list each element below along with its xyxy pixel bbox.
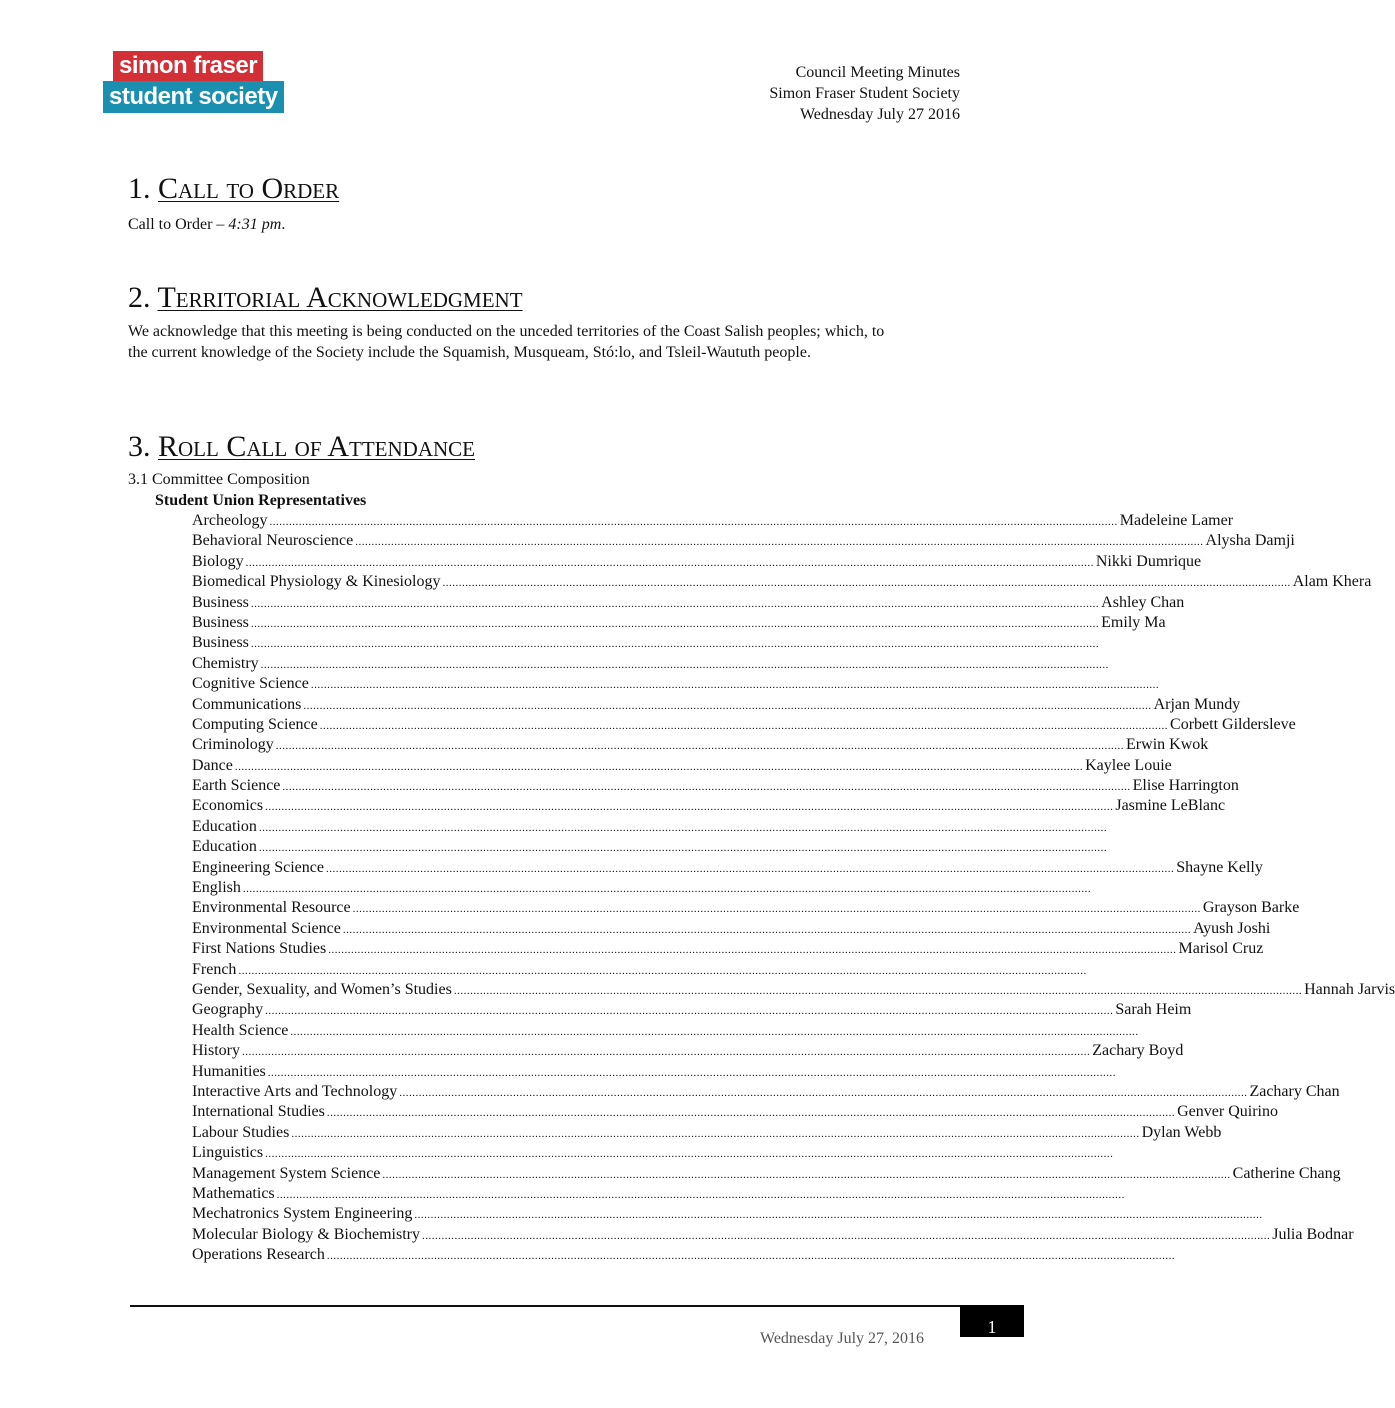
acknowledgment-text: We acknowledge that this meeting is being conducted on the unceded territories of the Coast Salish peoples; which, to the current knowledge of the Society include the Squamish, Musqueam, Stó:lo, and Tsleil-Waututh people. [128, 323, 885, 361]
dot-leader [270, 511, 1118, 532]
roster-row [192, 919, 1271, 939]
roster-row [192, 1184, 897, 1204]
representative-name: Genver Quirino [1177, 1103, 1278, 1121]
representative-name: Zachary Boyd [1092, 1042, 1184, 1060]
roster-row [192, 654, 897, 674]
roster-row [192, 1102, 1278, 1122]
roster-row [192, 1062, 897, 1082]
representative-name: Ayush Joshi [1193, 919, 1271, 937]
department-name: English [192, 879, 241, 897]
department-name: Mathematics [192, 1184, 275, 1202]
roster-row [192, 674, 897, 694]
dot-leader [251, 633, 1099, 654]
roster-row [192, 511, 1234, 531]
department-name: Management System Science [192, 1164, 381, 1182]
department-name: Environmental Science [192, 919, 341, 937]
roster-row [192, 817, 897, 837]
department-name: Earth Science [192, 777, 281, 795]
department-name: Criminology [192, 736, 274, 754]
logo-line-1: simon fraser [113, 51, 263, 81]
dot-leader [290, 1021, 1138, 1042]
dot-leader [355, 531, 1203, 552]
roster-row [192, 531, 1295, 551]
roster-row [192, 1000, 1192, 1020]
dot-leader [246, 552, 1094, 573]
representative-name: Arjan Mundy [1153, 695, 1241, 713]
department-name: Business [192, 613, 249, 631]
dot-leader [454, 980, 1302, 1001]
document-header [769, 62, 960, 125]
department-name: Education [192, 817, 257, 835]
header-date: Wednesday July 27 2016 [799, 106, 960, 123]
department-name: Operations Research [192, 1246, 325, 1264]
roster-row [192, 796, 1226, 816]
roster-row [192, 572, 1372, 592]
dot-leader [422, 1225, 1270, 1246]
dot-leader [276, 735, 1124, 756]
representative-name: Madeleine Lamer [1119, 512, 1234, 529]
section-title: Roll Call of Attendance [158, 430, 475, 463]
committee-composition-heading: 3.1 Committee Composition [128, 471, 310, 488]
section-heading-territorial-acknowledgment [128, 280, 523, 316]
roster-row [192, 1225, 1354, 1245]
section-heading-roll-call [128, 429, 475, 465]
roster-row [192, 756, 1172, 776]
roster-row [192, 878, 897, 898]
section-heading-call-to-order [128, 171, 339, 207]
department-name: Engineering Science [192, 858, 324, 876]
dot-leader [282, 776, 1130, 797]
department-name: Behavioral Neuroscience [192, 532, 354, 550]
department-name: Business [192, 593, 249, 611]
dot-leader [251, 593, 1099, 614]
department-name: History [192, 1042, 240, 1060]
dot-leader [326, 858, 1174, 879]
department-name: International Studies [192, 1103, 325, 1121]
department-name: Chemistry [192, 654, 259, 672]
roster-row [192, 980, 1395, 1000]
dot-leader [242, 1041, 1090, 1062]
department-name: Dance [192, 756, 233, 774]
dot-leader [265, 1143, 1113, 1164]
representative-name: Dylan Webb [1141, 1123, 1222, 1141]
footer-date: Wednesday July 27, 2016 [760, 1330, 925, 1347]
representative-name: Marisol Cruz [1178, 940, 1264, 958]
roster-row [192, 613, 1166, 633]
department-name: Humanities [192, 1062, 266, 1080]
department-name: Molecular Biology & Biochemistry [192, 1225, 420, 1243]
roster-row [192, 1204, 897, 1224]
dot-leader [414, 1204, 1262, 1225]
representative-name: Julia Bodnar [1272, 1225, 1354, 1243]
department-name: Interactive Arts and Technology [192, 1082, 398, 1100]
department-name: Health Science [192, 1021, 289, 1039]
representative-name: Shayne Kelly [1176, 858, 1263, 876]
dot-leader [382, 1164, 1230, 1185]
roster-row [192, 1123, 1222, 1143]
roster-row [192, 837, 897, 857]
representative-name: Corbett Gildersleve [1170, 715, 1296, 733]
representative-name: Zachary Chan [1249, 1082, 1340, 1100]
roster-row [192, 960, 897, 980]
dot-leader [261, 654, 1109, 675]
roster-row [192, 858, 1263, 878]
logo-line-2: student society [103, 81, 284, 113]
representative-name: Nikki Dumrique [1095, 552, 1202, 570]
department-name: Cognitive Science [192, 675, 309, 693]
dot-leader [442, 572, 1290, 593]
dot-leader [243, 878, 1091, 899]
representative-name: Emily Ma [1101, 613, 1166, 631]
department-name: Computing Science [192, 715, 318, 733]
representative-name: Grayson Barke [1202, 899, 1300, 917]
dot-leader [268, 1062, 1116, 1083]
dot-leader [238, 960, 1086, 981]
roster-row [192, 735, 1209, 755]
roster-row [192, 552, 1202, 572]
representative-name: Hannah Jarvis [1304, 980, 1395, 998]
roster-row [192, 898, 1300, 918]
society-logo [103, 51, 285, 113]
representative-name: Sarah Heim [1115, 1001, 1192, 1019]
attendance-roster [192, 511, 1395, 1265]
dot-leader [327, 1245, 1175, 1266]
department-name: Linguistics [192, 1144, 264, 1162]
roster-row [192, 776, 1239, 796]
roster-row [192, 939, 1264, 959]
roster-row [192, 593, 1185, 613]
representative-name: Jasmine LeBlanc [1115, 797, 1226, 815]
dot-leader [303, 695, 1151, 716]
roster-row [192, 695, 1241, 715]
dot-leader [251, 613, 1099, 634]
section-title: Call to Order [158, 172, 340, 205]
roster-row [192, 1143, 897, 1163]
dot-leader [399, 1082, 1247, 1103]
dot-leader [311, 674, 1159, 695]
department-name: Archeology [192, 512, 268, 529]
dot-leader [328, 939, 1176, 960]
roster-row [192, 1041, 1184, 1061]
call-to-order-text [128, 214, 285, 235]
student-union-reps-heading: Student Union Representatives [155, 492, 367, 509]
department-name: Biology [192, 552, 244, 570]
footer-rule [130, 1305, 962, 1307]
dot-leader [327, 1102, 1175, 1123]
department-name: Labour Studies [192, 1123, 290, 1141]
section-number: 2. [128, 281, 151, 314]
department-name: Education [192, 838, 257, 856]
roster-row [192, 633, 897, 653]
department-name: Gender, Sexuality, and Women’s Studies [192, 980, 452, 998]
dot-leader [320, 715, 1168, 736]
department-name: French [192, 960, 237, 978]
dot-leader [353, 898, 1201, 919]
roster-row [192, 1164, 1341, 1184]
call-to-order-time: 4:31 pm [228, 216, 282, 233]
dot-leader [265, 1000, 1113, 1021]
header-title: Council Meeting Minutes [795, 64, 960, 81]
department-name: Mechatronics System Engineering [192, 1205, 413, 1223]
department-name: Economics [192, 797, 264, 815]
roster-row [192, 1245, 897, 1265]
representative-name: Erwin Kwok [1126, 736, 1209, 754]
call-to-order-suffix: . [281, 216, 286, 233]
header-organization: Simon Fraser Student Society [769, 85, 960, 102]
section-title: Territorial Acknowledgment [157, 281, 523, 314]
dot-leader [235, 756, 1083, 777]
representative-name: Ashley Chan [1101, 593, 1185, 611]
representative-name: Catherine Chang [1232, 1164, 1341, 1182]
dot-leader [343, 919, 1191, 940]
department-name: Communications [192, 695, 302, 713]
dot-leader [265, 796, 1113, 817]
representative-name: Alysha Damji [1205, 532, 1295, 550]
department-name: Business [192, 634, 249, 652]
representative-name: Elise Harrington [1132, 777, 1239, 795]
section-number: 3. [128, 430, 151, 463]
dot-leader [277, 1184, 1125, 1205]
page-number: 1 [960, 1305, 1024, 1337]
department-name: Environmental Resource [192, 899, 351, 917]
dot-leader [259, 817, 1107, 838]
roster-row [192, 1021, 897, 1041]
dot-leader [291, 1123, 1139, 1144]
representative-name: Kaylee Louie [1085, 756, 1172, 774]
roster-row [192, 1082, 1340, 1102]
department-name: Biomedical Physiology & Kinesiology [192, 573, 441, 591]
section-number: 1. [128, 172, 151, 205]
roster-row [192, 715, 1296, 735]
representative-name: Alam Khera [1292, 573, 1372, 591]
call-to-order-prefix: Call to Order – [128, 216, 229, 233]
department-name: First Nations Studies [192, 940, 327, 958]
dot-leader [259, 837, 1107, 858]
department-name: Geography [192, 1001, 264, 1019]
